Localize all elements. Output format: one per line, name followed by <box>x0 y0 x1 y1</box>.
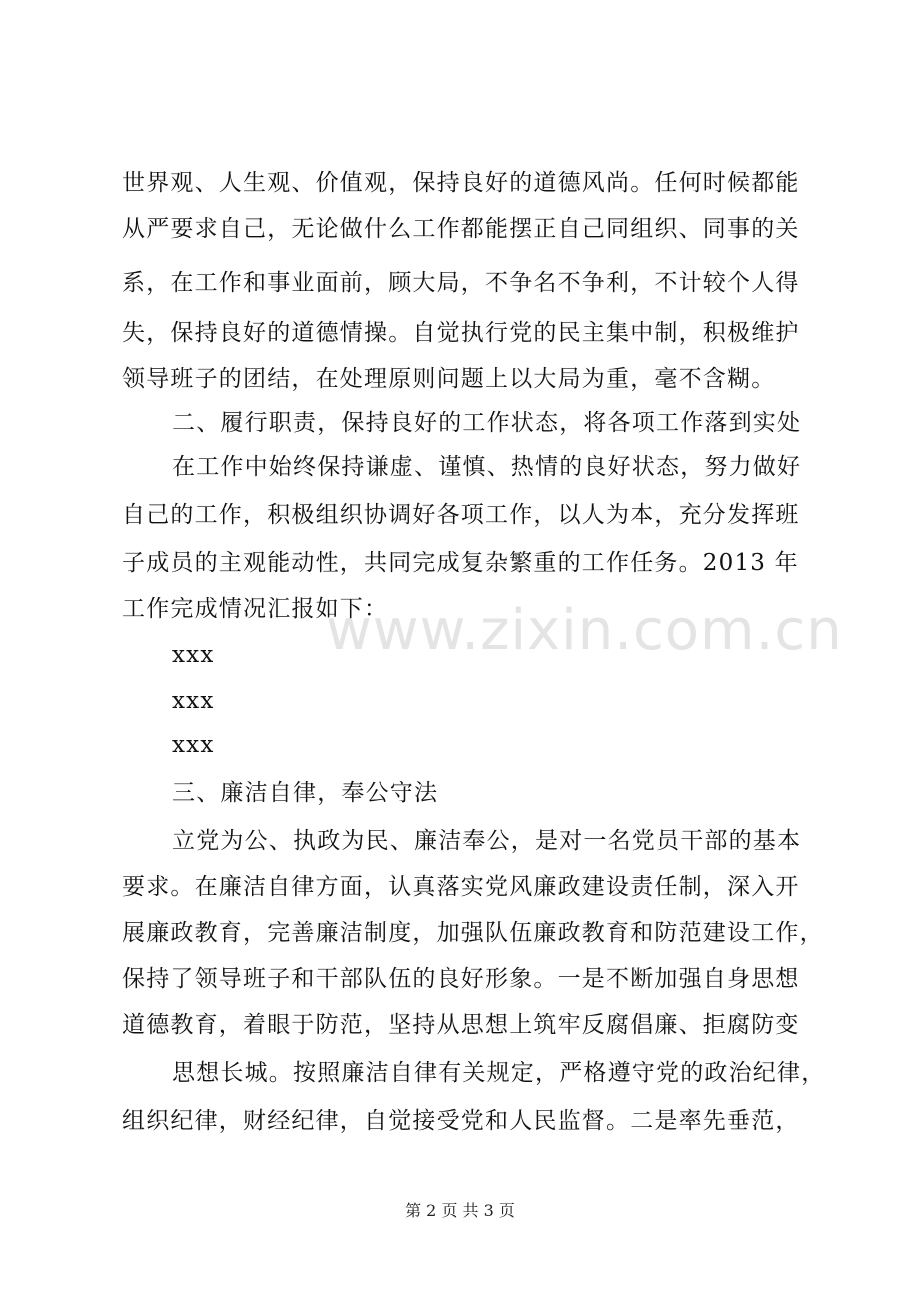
paragraph-line: 世界观、人生观、价值观，保持良好的道德风尚。任何时候都能 <box>122 170 800 196</box>
page-footer: 第 2 页 共 3 页 <box>405 1201 515 1220</box>
list-item: xxx <box>172 688 215 714</box>
paragraph-line: 工作完成情况汇报如下： <box>122 596 389 622</box>
watermark-text: www.zixin.com.cn <box>326 598 843 663</box>
paragraph-line: 要求。在廉洁自律方面，认真落实党风廉政建设责任制，深入开 <box>122 874 800 900</box>
paragraph-line: 展廉政教育，完善廉洁制度，加强队伍廉政教育和防范建设工作， <box>122 920 824 946</box>
paragraph-line: 领导班子的团结，在处理原则问题上以大局为重，毫不含糊。 <box>122 366 776 392</box>
paragraph-line: 自己的工作，积极组织协调好各项工作，以人为本，充分发挥班 <box>122 502 800 528</box>
list-item: xxx <box>172 642 215 668</box>
paragraph-line: 系，在工作和事业面前，顾大局，不争名不争利，不计较个人得 <box>122 270 800 296</box>
paragraph-line: 失，保持良好的道德情操。自觉执行党的民主集中制，积极维护 <box>122 320 800 346</box>
section-heading: 二、履行职责，保持良好的工作状态，将各项工作落到实处 <box>172 410 802 436</box>
section-heading: 三、廉洁自律，奉公守法 <box>172 780 439 806</box>
paragraph-line: 保持了领导班子和干部队伍的良好形象。一是不断加强自身思想 <box>122 966 800 992</box>
list-item: xxx <box>172 732 215 758</box>
paragraph-line: 从严要求自己，无论做什么工作都能摆正自己同组织、同事的关 <box>122 216 800 242</box>
paragraph-line: 子成员的主观能动性，共同完成复杂繁重的工作任务。2013 年 <box>122 550 799 576</box>
paragraph-line: 道德教育，着眼于防范，坚持从思想上筑牢反腐倡廉、拒腐防变 <box>122 1012 800 1038</box>
paragraph-line: 立党为公、执政为民、廉洁奉公，是对一名党员干部的基本 <box>172 828 802 854</box>
paragraph-line: 在工作中始终保持谦虚、谨慎、热情的良好状态，努力做好 <box>172 454 802 480</box>
paragraph-line: 思想长城。按照廉洁自律有关规定，严格遵守党的政治纪律， <box>172 1060 826 1086</box>
paragraph-line: 组织纪律，财经纪律，自觉接受党和人民监督。二是率先垂范， <box>122 1108 800 1134</box>
